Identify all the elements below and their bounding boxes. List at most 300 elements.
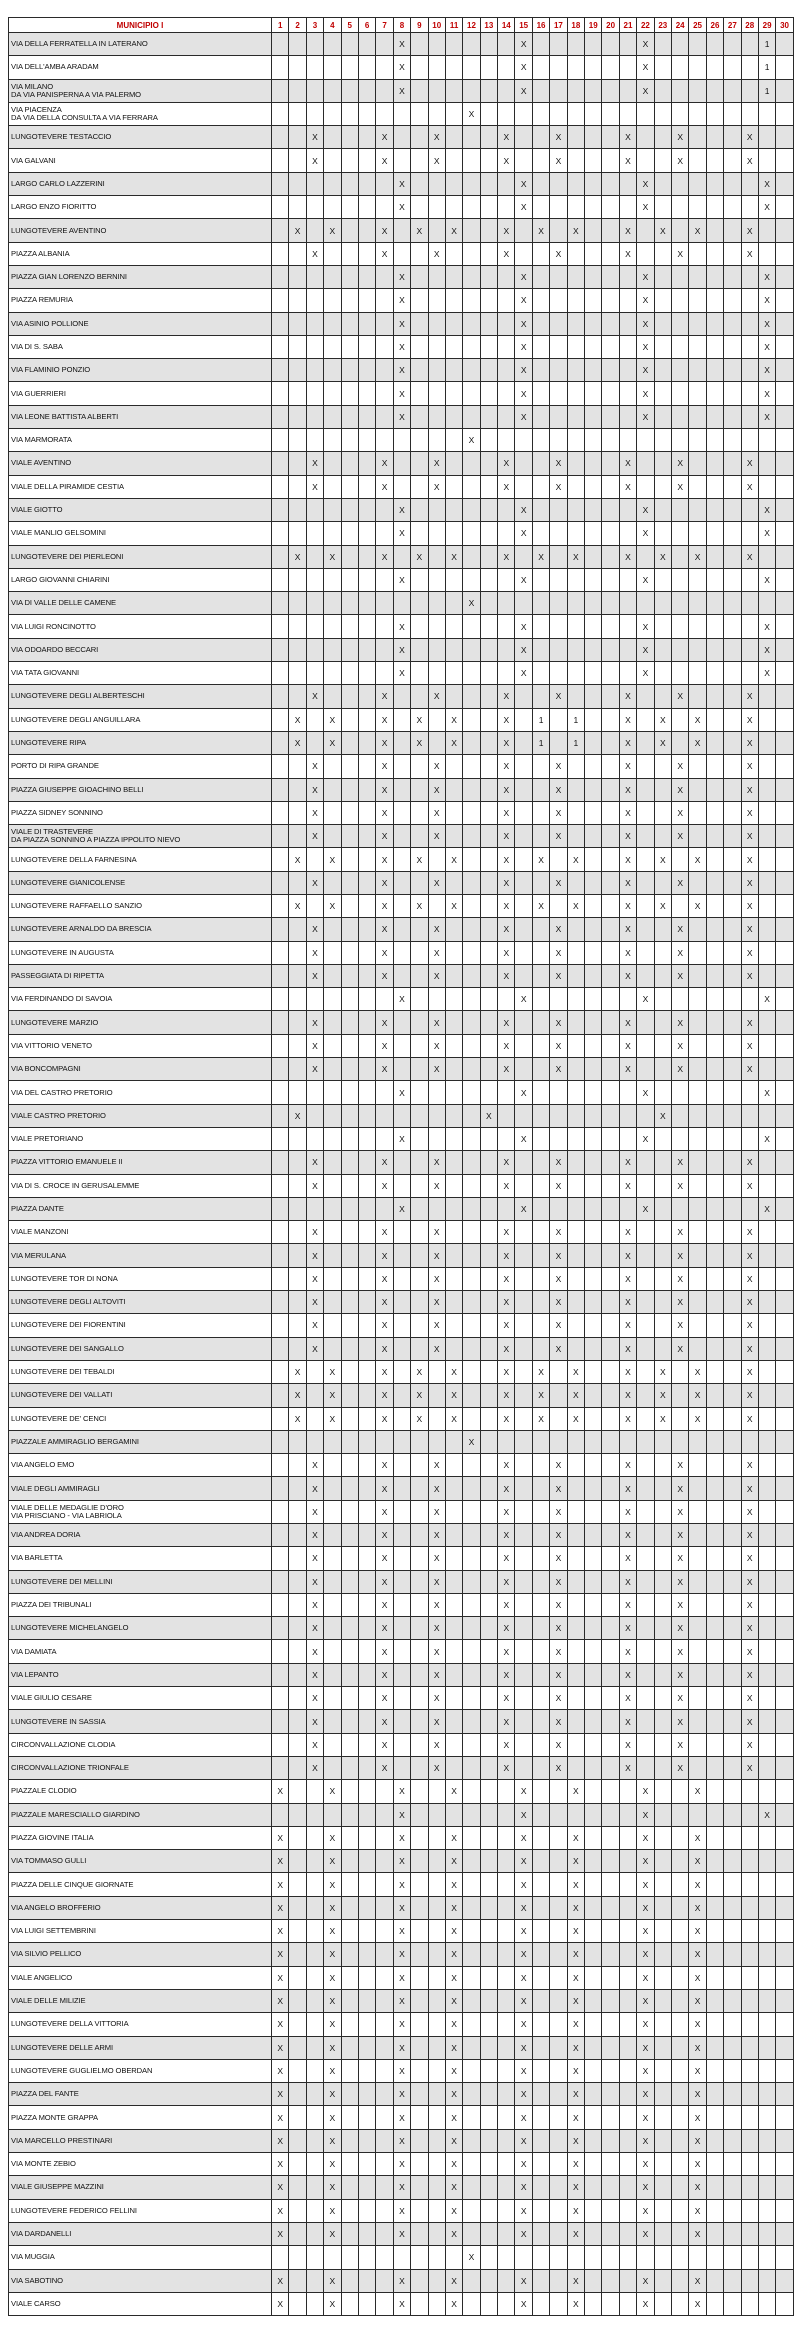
day-cell — [306, 2153, 323, 2176]
day-cell — [393, 1593, 410, 1616]
day-cell — [776, 1151, 793, 1174]
day-cell — [724, 1593, 741, 1616]
day-cell — [272, 1687, 289, 1710]
day-cell — [602, 1244, 619, 1267]
day-cell: X — [324, 1360, 341, 1383]
day-cell — [306, 33, 323, 56]
day-cell — [567, 149, 584, 172]
day-cell — [706, 568, 723, 591]
day-cell — [532, 1034, 549, 1057]
day-cell — [585, 708, 602, 731]
day-cell — [602, 662, 619, 685]
day-cell: X — [671, 1663, 688, 1686]
day-cell — [341, 149, 358, 172]
day-cell — [776, 2129, 793, 2152]
day-cell — [341, 1593, 358, 1616]
day-cell — [776, 1104, 793, 1127]
day-cell — [585, 149, 602, 172]
table-row — [9, 568, 794, 591]
day-cell — [637, 1221, 654, 1244]
day-cell: X — [498, 1151, 515, 1174]
day-cell: X — [428, 1593, 445, 1616]
day-cell — [567, 778, 584, 801]
day-cell — [585, 1127, 602, 1150]
day-cell: X — [619, 1360, 636, 1383]
day-cell — [324, 149, 341, 172]
day-cell — [724, 33, 741, 56]
day-header: 28 — [741, 18, 758, 33]
day-cell: X — [306, 1454, 323, 1477]
day-cell — [463, 522, 480, 545]
day-cell — [602, 1314, 619, 1337]
day-cell — [706, 2106, 723, 2129]
day-cell — [515, 1291, 532, 1314]
day-cell — [602, 685, 619, 708]
day-cell — [550, 2292, 567, 2315]
day-cell — [376, 2176, 393, 2199]
day-cell — [289, 2059, 306, 2082]
day-cell — [585, 2153, 602, 2176]
day-cell: X — [758, 196, 775, 219]
day-cell — [602, 1803, 619, 1826]
day-cell: X — [671, 871, 688, 894]
day-cell: X — [637, 1943, 654, 1966]
table-row — [9, 871, 794, 894]
day-cell — [480, 592, 497, 615]
day-cell — [567, 1617, 584, 1640]
day-cell — [776, 56, 793, 79]
day-cell — [654, 1943, 671, 1966]
day-cell: X — [306, 126, 323, 149]
day-cell — [411, 312, 428, 335]
day-cell — [602, 1081, 619, 1104]
day-cell — [393, 1407, 410, 1430]
day-cell — [358, 1244, 375, 1267]
day-cell — [272, 1058, 289, 1081]
day-cell — [480, 2176, 497, 2199]
day-cell — [463, 1850, 480, 1873]
day-cell — [289, 871, 306, 894]
day-cell — [532, 1873, 549, 1896]
day-cell — [358, 871, 375, 894]
day-cell: X — [637, 1081, 654, 1104]
day-cell — [445, 1244, 462, 1267]
day-cell: X — [445, 848, 462, 871]
day-cell — [445, 1687, 462, 1710]
day-cell — [724, 1966, 741, 1989]
day-cell — [654, 1454, 671, 1477]
day-cell — [498, 522, 515, 545]
day-cell: X — [671, 1244, 688, 1267]
day-cell — [602, 1710, 619, 1733]
day-cell — [689, 988, 706, 1011]
day-cell — [358, 126, 375, 149]
day-cell — [428, 1826, 445, 1849]
day-cell: X — [637, 988, 654, 1011]
day-cell — [341, 1384, 358, 1407]
street-name: VIA TOMMASO GULLI — [9, 1850, 272, 1873]
day-cell — [498, 312, 515, 335]
day-cell — [445, 312, 462, 335]
day-cell: X — [289, 1384, 306, 1407]
day-cell — [358, 1174, 375, 1197]
day-cell: X — [324, 1966, 341, 1989]
day-cell — [272, 1267, 289, 1290]
day-cell — [341, 1687, 358, 1710]
day-cell — [463, 1360, 480, 1383]
day-cell — [706, 638, 723, 661]
day-cell: X — [445, 2199, 462, 2222]
day-cell — [272, 126, 289, 149]
day-cell — [411, 755, 428, 778]
day-cell — [706, 825, 723, 848]
day-cell — [602, 825, 619, 848]
day-cell — [585, 2269, 602, 2292]
day-cell — [689, 382, 706, 405]
day-cell: X — [324, 2153, 341, 2176]
day-cell: X — [637, 1920, 654, 1943]
day-cell — [602, 33, 619, 56]
day-cell: X — [758, 405, 775, 428]
day-cell: X — [741, 1733, 758, 1756]
day-cell: X — [393, 1197, 410, 1220]
day-cell — [272, 1756, 289, 1779]
day-cell: X — [637, 2292, 654, 2315]
day-cell — [619, 172, 636, 195]
day-cell: X — [376, 1663, 393, 1686]
day-cell — [272, 1617, 289, 1640]
day-cell — [376, 405, 393, 428]
day-cell — [411, 685, 428, 708]
day-cell — [550, 615, 567, 638]
table-row — [9, 592, 794, 615]
day-cell — [758, 1011, 775, 1034]
table-row — [9, 172, 794, 195]
day-cell — [689, 918, 706, 941]
day-cell: X — [567, 1850, 584, 1873]
day-cell — [463, 2269, 480, 2292]
street-name: LUNGOTEVERE MARZIO — [9, 1011, 272, 1034]
day-cell — [480, 1756, 497, 1779]
day-cell — [567, 825, 584, 848]
day-cell — [671, 172, 688, 195]
day-cell — [358, 2246, 375, 2269]
day-cell — [341, 545, 358, 568]
day-cell: X — [689, 1780, 706, 1803]
day-cell — [602, 2129, 619, 2152]
day-cell: X — [619, 1174, 636, 1197]
day-cell — [758, 1850, 775, 1873]
day-cell: X — [428, 1454, 445, 1477]
day-cell — [289, 1687, 306, 1710]
street-name: VIA DEL CASTRO PRETORIO — [9, 1081, 272, 1104]
day-cell — [532, 988, 549, 1011]
day-cell — [637, 1058, 654, 1081]
day-cell: X — [619, 801, 636, 824]
day-cell — [515, 894, 532, 917]
day-cell: X — [741, 871, 758, 894]
day-cell — [393, 871, 410, 894]
day-cell — [272, 219, 289, 242]
day-cell — [550, 2269, 567, 2292]
day-cell: X — [619, 1384, 636, 1407]
day-cell — [289, 242, 306, 265]
day-cell — [515, 1011, 532, 1034]
day-cell: X — [550, 1314, 567, 1337]
day-cell: X — [324, 1850, 341, 1873]
day-cell — [532, 1314, 549, 1337]
day-cell — [498, 1826, 515, 1849]
day-cell — [463, 126, 480, 149]
day-cell: X — [324, 848, 341, 871]
day-cell — [602, 1174, 619, 1197]
day-cell — [776, 1384, 793, 1407]
day-cell — [654, 662, 671, 685]
day-cell — [550, 2153, 567, 2176]
day-cell — [272, 1524, 289, 1547]
day-cell — [602, 1593, 619, 1616]
day-cell: X — [515, 2176, 532, 2199]
day-cell — [776, 1430, 793, 1453]
day-cell: X — [619, 1337, 636, 1360]
day-cell — [480, 1920, 497, 1943]
day-cell: X — [376, 1733, 393, 1756]
day-cell — [428, 2269, 445, 2292]
day-cell — [654, 196, 671, 219]
day-cell: X — [637, 2013, 654, 2036]
day-cell — [637, 1360, 654, 1383]
day-cell — [550, 172, 567, 195]
day-cell — [619, 522, 636, 545]
street-name: LUNGOTEVERE GIANICOLENSE — [9, 871, 272, 894]
day-cell: X — [637, 2269, 654, 2292]
day-cell — [358, 405, 375, 428]
day-cell — [411, 1803, 428, 1826]
day-cell — [358, 545, 375, 568]
day-cell — [498, 638, 515, 661]
day-cell: X — [550, 801, 567, 824]
day-cell: X — [637, 405, 654, 428]
day-cell: X — [741, 1593, 758, 1616]
day-cell: X — [498, 1687, 515, 1710]
street-name: VIA MARCELLO PRESTINARI — [9, 2129, 272, 2152]
day-cell — [463, 56, 480, 79]
day-cell — [689, 126, 706, 149]
day-cell — [776, 1500, 793, 1523]
table-row — [9, 1640, 794, 1663]
day-cell — [358, 1687, 375, 1710]
day-cell: X — [637, 172, 654, 195]
day-cell — [341, 102, 358, 125]
day-cell: X — [306, 1151, 323, 1174]
day-cell — [602, 498, 619, 521]
day-cell: X — [498, 871, 515, 894]
street-name: VIALE GIULIO CESARE — [9, 1687, 272, 1710]
day-cell — [393, 1360, 410, 1383]
day-cell — [671, 265, 688, 288]
day-cell — [532, 1174, 549, 1197]
day-header: 18 — [567, 18, 584, 33]
day-cell — [671, 1384, 688, 1407]
day-cell — [550, 1803, 567, 1826]
day-cell: X — [376, 1174, 393, 1197]
day-cell — [289, 1663, 306, 1686]
street-name: VIA GALVANI — [9, 149, 272, 172]
day-cell — [272, 1104, 289, 1127]
day-cell — [289, 1337, 306, 1360]
day-cell — [445, 778, 462, 801]
day-cell — [671, 638, 688, 661]
day-cell: X — [567, 2013, 584, 2036]
day-cell — [411, 102, 428, 125]
day-cell — [498, 265, 515, 288]
day-cell: X — [689, 2129, 706, 2152]
day-cell — [567, 592, 584, 615]
day-cell — [341, 405, 358, 428]
day-cell: X — [393, 2013, 410, 2036]
day-cell: X — [550, 1267, 567, 1290]
day-cell: X — [515, 662, 532, 685]
day-cell — [637, 1267, 654, 1290]
day-cell — [724, 1920, 741, 1943]
day-cell: X — [498, 1291, 515, 1314]
day-cell: X — [532, 545, 549, 568]
day-cell — [358, 964, 375, 987]
day-cell — [463, 1291, 480, 1314]
day-cell — [428, 1920, 445, 1943]
day-cell — [341, 1943, 358, 1966]
day-cell — [619, 988, 636, 1011]
day-cell — [776, 894, 793, 917]
day-cell: X — [619, 1547, 636, 1570]
day-cell — [671, 1104, 688, 1127]
day-cell: X — [289, 708, 306, 731]
day-cell: X — [689, 1920, 706, 1943]
day-cell — [776, 1524, 793, 1547]
day-cell — [532, 1127, 549, 1150]
day-cell — [358, 1710, 375, 1733]
day-cell: X — [306, 1733, 323, 1756]
day-cell — [324, 1430, 341, 1453]
day-cell — [654, 1640, 671, 1663]
day-cell: X — [671, 1454, 688, 1477]
day-cell — [619, 382, 636, 405]
day-cell — [428, 429, 445, 452]
day-cell — [463, 662, 480, 685]
day-cell — [324, 1267, 341, 1290]
day-cell — [602, 2199, 619, 2222]
day-cell: X — [324, 2036, 341, 2059]
day-cell — [445, 1617, 462, 1640]
day-cell — [776, 1663, 793, 1686]
day-cell — [358, 1058, 375, 1081]
table-row — [9, 1710, 794, 1733]
day-cell — [445, 1314, 462, 1337]
day-cell — [445, 1430, 462, 1453]
table-row — [9, 1989, 794, 2012]
day-cell — [567, 2246, 584, 2269]
day-cell: X — [550, 871, 567, 894]
day-cell — [671, 592, 688, 615]
day-cell: X — [428, 242, 445, 265]
day-cell — [393, 1291, 410, 1314]
day-cell — [706, 2246, 723, 2269]
street-name: VIA ODOARDO BECCARI — [9, 638, 272, 661]
day-cell — [637, 1640, 654, 1663]
day-cell — [341, 1197, 358, 1220]
day-cell — [324, 1034, 341, 1057]
day-cell: X — [671, 1710, 688, 1733]
day-cell — [585, 2129, 602, 2152]
day-cell — [724, 335, 741, 358]
day-cell: X — [376, 1011, 393, 1034]
day-cell — [480, 1034, 497, 1057]
day-cell — [341, 568, 358, 591]
day-cell — [463, 1011, 480, 1034]
day-cell: X — [393, 359, 410, 382]
day-cell — [550, 219, 567, 242]
day-cell — [550, 1850, 567, 1873]
day-cell — [758, 1500, 775, 1523]
day-cell: X — [741, 219, 758, 242]
day-cell — [480, 2153, 497, 2176]
day-cell: X — [637, 289, 654, 312]
day-cell — [602, 2059, 619, 2082]
day-cell — [776, 1687, 793, 1710]
day-cell: X — [758, 1803, 775, 1826]
day-cell — [776, 755, 793, 778]
day-cell — [567, 1127, 584, 1150]
day-cell — [550, 1780, 567, 1803]
day-cell — [480, 1454, 497, 1477]
day-cell — [585, 1314, 602, 1337]
day-cell — [463, 1104, 480, 1127]
day-cell — [463, 1267, 480, 1290]
day-cell — [376, 2292, 393, 2315]
day-cell — [324, 1640, 341, 1663]
day-cell — [411, 1896, 428, 1919]
street-name: VIA SILVIO PELLICO — [9, 1943, 272, 1966]
day-cell — [758, 2083, 775, 2106]
day-cell — [272, 1733, 289, 1756]
day-cell: X — [445, 1360, 462, 1383]
day-cell — [654, 1593, 671, 1616]
day-cell — [358, 1640, 375, 1663]
day-header: 3 — [306, 18, 323, 33]
day-cell: X — [376, 1593, 393, 1616]
day-cell — [358, 1291, 375, 1314]
day-cell: X — [393, 2036, 410, 2059]
day-cell — [341, 1174, 358, 1197]
day-cell: X — [445, 2176, 462, 2199]
day-cell — [411, 196, 428, 219]
day-cell — [758, 1477, 775, 1500]
day-cell — [602, 755, 619, 778]
day-cell — [411, 2129, 428, 2152]
day-cell: X — [567, 2292, 584, 2315]
day-cell — [689, 1127, 706, 1150]
day-cell: X — [758, 522, 775, 545]
day-cell — [324, 1058, 341, 1081]
table-row — [9, 196, 794, 219]
day-cell: X — [689, 848, 706, 871]
day-cell — [445, 1011, 462, 1034]
day-cell — [654, 1011, 671, 1034]
day-cell — [515, 825, 532, 848]
day-cell: X — [567, 1989, 584, 2012]
day-cell: X — [637, 2083, 654, 2106]
day-cell — [776, 452, 793, 475]
